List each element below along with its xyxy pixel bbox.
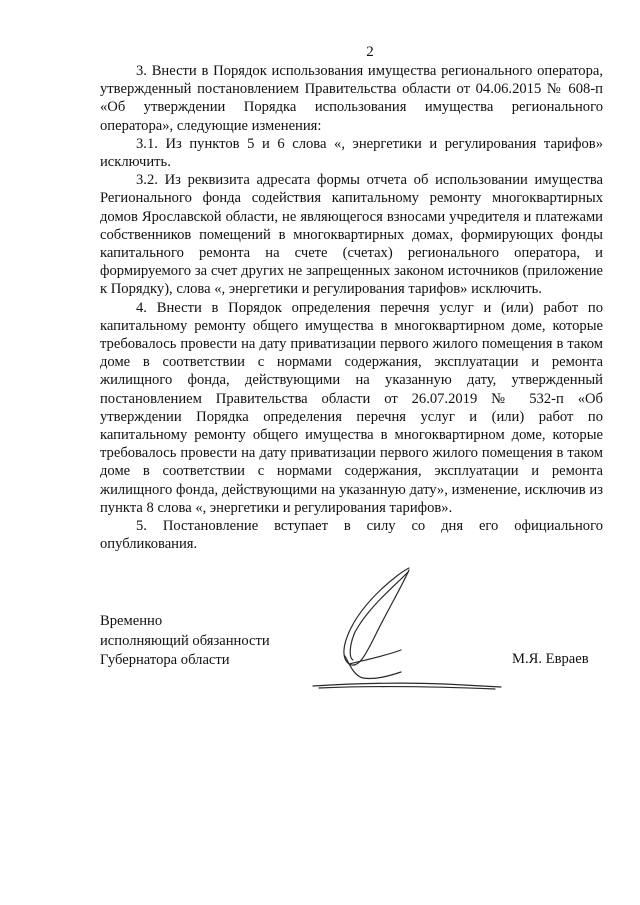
signatory-name: М.Я. Евраев <box>512 651 589 667</box>
paragraph-item-3: 3. Внести в Порядок использования имущества регионального оператора, утвержденный постановлением Правительства области от 04.06.2015 № 608-п «Об утверждении Порядка использования имущества регионального оператора», следующие изменения: <box>100 63 603 134</box>
handwritten-signature <box>305 560 505 690</box>
page-number: 2 <box>366 44 374 60</box>
document-body <box>100 62 603 553</box>
paragraph-item-3-1: 3.1. Из пунктов 5 и 6 слова «, энергетики и регулирования тарифов» исключить. <box>100 135 603 171</box>
signatory-position-line: Губернатора области <box>100 652 230 668</box>
signatory-position-line: исполняющий обязанности <box>100 632 270 649</box>
paragraph-item-3-2: 3.2. Из реквизита адресата формы отчета об использовании имущества Регионального фонда содействия капитальному ремонту многоквартирных домов Ярославской области, не являющегося взносами учредителя и платежами собственников помещений в многоквартирных домах, формирующих фонды капитального ремонта на счете (счетах) регионального оператора, и формируемого за счет других не запрещенных законом источников (приложение к Порядку), слова «, энергетики и регулирования тарифов» исключить. <box>100 172 603 298</box>
signatory-position-line: Временно <box>100 613 163 629</box>
paragraph-item-5: 5. Постановление вступает в силу со дня его официального опубликования. <box>100 518 603 553</box>
signatory-position <box>100 612 270 671</box>
paragraph-item-4: 4. Внести в Порядок определения перечня услуг и (или) работ по капитальному ремонту общего имущества в многоквартирном доме, которые требовалось провести на дату приватизации первого жилого помещения в таком доме в соответствии с нормами содержания, эксплуатации и ремонта жилищного фонда, действующими на указанную дату, утвержденный постановлением Правительства области от 26.07.2019 № 532-п «Об утверждении Порядка определения перечня услуг и (или) работ по капитальному ремонту общего имущества в многоквартирном доме, которые требовалось провести на дату приватизации первого жилого помещения в таком доме в соответствии с нормами содержания, эксплуатации и ремонта жилищного фонда, действующими на указанную дату», изменение, исключив из пункта 8 слова «, энергетики и регулирования тарифов». <box>100 299 603 516</box>
